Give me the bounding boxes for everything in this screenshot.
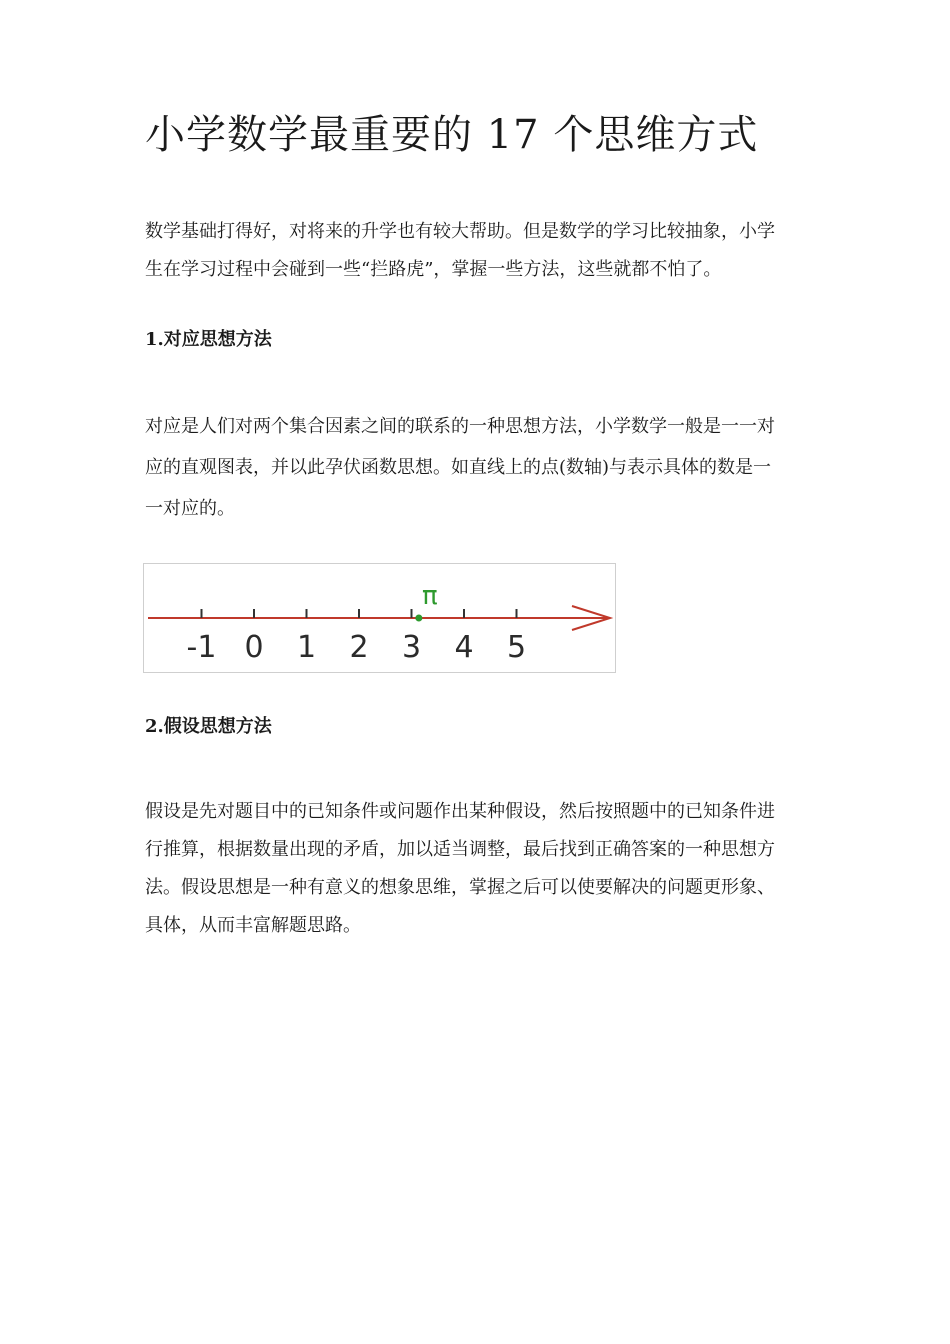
paragraph-line: 行推算，根据数量出现的矛盾，加以适当调整，最后找到正确答案的一种思想方 — [145, 839, 775, 860]
paragraph-line: 对应是人们对两个集合因素之间的联系的一种思想方法，小学数学一般是一一对 — [145, 416, 775, 437]
intro-line: 生在学习过程中会碰到一些“拦路虎”，掌握一些方法，这些就都不怕了。 — [145, 259, 722, 280]
intro-line: 数学基础打得好，对将来的升学也有较大帮助。但是数学的学习比较抽象，小学 — [145, 221, 775, 242]
number-line-tick-label: 2 — [349, 630, 369, 665]
pi-point — [415, 615, 422, 622]
section-heading-1: 1.对应思想方法 — [145, 329, 272, 350]
pi-label: π — [422, 581, 438, 611]
page-title: 小学数学最重要的 17 个思维方式 — [145, 112, 759, 158]
number-line-tick-label: 5 — [506, 630, 527, 665]
section-2-paragraph — [145, 793, 810, 945]
paragraph-line: 法。假设思想是一种有意义的想象思维，掌握之后可以使要解决的问题更形象、 — [145, 877, 775, 898]
number-line-tick-label: -1 — [186, 630, 217, 665]
number-line-svg — [144, 564, 615, 672]
section-heading-2: 2.假设思想方法 — [145, 716, 272, 737]
paragraph-line: 具体，从而丰富解题思路。 — [145, 915, 361, 936]
paragraph-line: 假设是先对题目中的已知条件或问题作出某种假设，然后按照题中的已知条件进 — [145, 801, 775, 822]
number-line-tick-label: 3 — [401, 630, 422, 665]
intro-paragraph — [145, 213, 810, 289]
paragraph-line: 应的直观图表，并以此孕伏函数思想。如直线上的点(数轴)与表示具体的数是一 — [145, 457, 772, 478]
number-line-tick-label: 1 — [296, 630, 317, 665]
number-line-figure — [143, 563, 616, 673]
paragraph-line: 一对应的。 — [145, 498, 235, 519]
section-1-paragraph — [145, 406, 810, 529]
number-line-tick-label: 0 — [244, 630, 264, 665]
number-line-tick-label: 4 — [454, 630, 474, 665]
